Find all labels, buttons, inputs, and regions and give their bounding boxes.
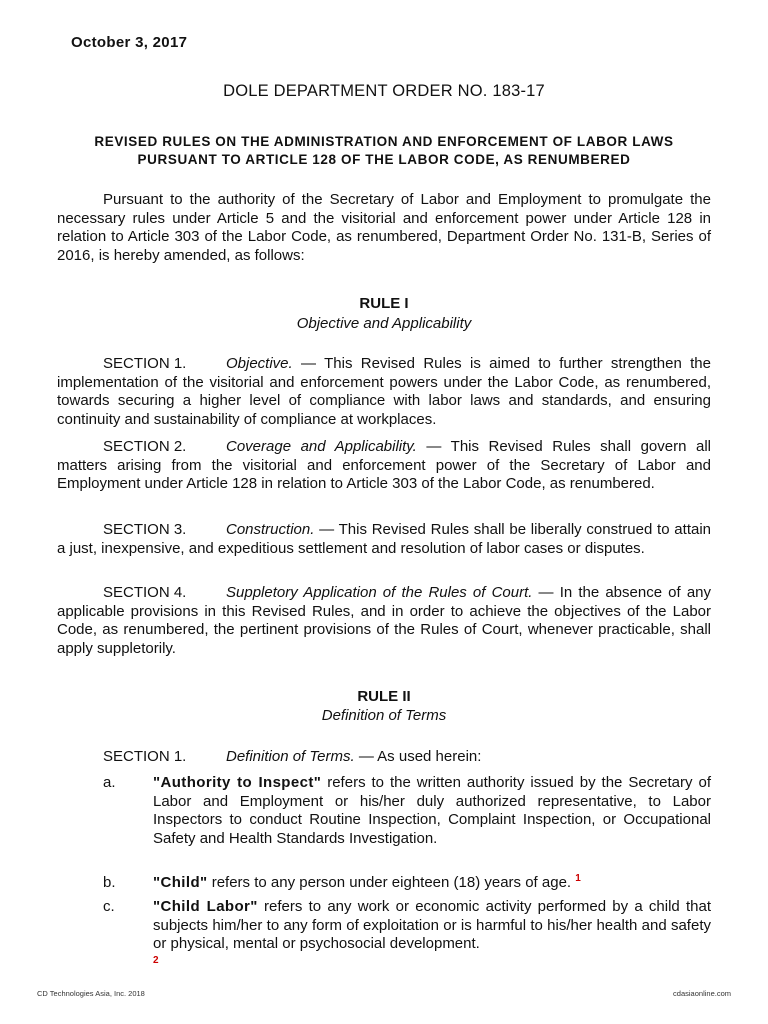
- section-label: SECTION 2.: [103, 438, 187, 455]
- rule-1-name: Objective and Applicability: [296, 315, 472, 332]
- footer-publisher: CD Technologies Asia, Inc. 2018: [37, 989, 145, 998]
- section-label: SECTION 1.: [103, 748, 187, 765]
- defined-term: "Child": [153, 874, 208, 891]
- footer-website: cdasiaonline.com: [673, 989, 731, 998]
- section-text: — This Revised Rules shall be liberally construed to attain a just, inexpensive, and expeditious settlement and resolution of labor cases or disputes.: [57, 521, 711, 557]
- section-text: — In the absence of any applicable provisions in this Revised Rules, and in order to achieve the objectives of the Labor Code, as renumbered, the pertinent provisions of the Rules of Court, whenever practicable, shall apply suppletorily.: [57, 584, 711, 657]
- document-date: October 3, 2017: [71, 34, 188, 51]
- definition-text: refers to any person under eighteen (18) years of age.: [207, 874, 572, 891]
- section-title: Objective.: [226, 355, 293, 372]
- section-text: — This Revised Rules is aimed to further strengthen the implementation of the visitorial and enforcement powers under the Labor Code, as renumbered, towards securing a higher level of compliance with labor laws and standards, and ensuring continuity and sustainability of compliance at workplaces.: [57, 355, 711, 428]
- section-label: SECTION 4.: [103, 584, 187, 601]
- rule-1-number: RULE I: [359, 295, 409, 312]
- rule-2-name: Definition of Terms: [321, 707, 447, 724]
- item-letter: c.: [103, 898, 115, 915]
- item-letter: b.: [103, 874, 116, 891]
- order-title: DOLE DEPARTMENT ORDER NO. 183-17: [223, 82, 545, 100]
- rule-2-section-1: [57, 748, 711, 767]
- definition-item-b: [103, 874, 711, 893]
- footnote-marker[interactable]: 2: [153, 954, 159, 966]
- definition-text: refers to any work or economic activity performed by a child that subjects him/her to any form of exploitation or is harmful to his/her health and safety or physical, mental or psychosocial development.: [153, 898, 711, 953]
- preamble-paragraph: [57, 191, 711, 265]
- definition-item-a: [103, 774, 711, 848]
- definition-item-c: [103, 898, 711, 967]
- section-title: Coverage and Applicability.: [226, 438, 417, 455]
- section-text: — As used herein:: [354, 748, 482, 765]
- section-label: SECTION 3.: [103, 521, 187, 538]
- document-subtitle: [40, 133, 728, 169]
- rule-2-number: RULE II: [357, 688, 411, 705]
- subtitle-line-2: PURSUANT TO ARTICLE 128 OF THE LABOR CODE, AS RENUMBERED: [137, 152, 631, 167]
- preamble-text: Pursuant to the authority of the Secretary of Labor and Employment to promulgate the necessary rules under Article 5 and the visitorial and enforcement power under Article 128 in relation to Article 303 of the Labor Code, as renumbered, Department Order No. 131-B, Series of 2016, is hereby amended, as follows:: [57, 191, 711, 264]
- definition-text: refers to the written authority issued by the Secretary of Labor and Employment or his/her duly authorized representative, to Labor Inspectors to conduct Routine Inspection, Complaint Inspection, or Occupational Safety and Health Standards Investigation.: [153, 774, 711, 847]
- rule-1-section-4: [57, 584, 711, 658]
- section-title: Suppletory Application of the Rules of Court.: [226, 584, 533, 601]
- defined-term: "Authority to Inspect": [153, 774, 322, 791]
- section-text: — This Revised Rules shall govern all matters arising from the visitorial and enforcement power of the Secretary of Labor and Employment under Article 128 in relation to Article 303 of the Labor Code, as renumbered.: [57, 438, 711, 493]
- rule-1-section-3: [57, 521, 711, 558]
- footnote-marker[interactable]: 1: [575, 873, 581, 884]
- rule-1-section-2: [57, 438, 711, 494]
- section-label: SECTION 1.: [103, 355, 187, 372]
- rule-1-section-1: [57, 355, 711, 429]
- section-title: Construction.: [226, 521, 315, 538]
- item-letter: a.: [103, 774, 116, 791]
- section-title: Definition of Terms.: [226, 748, 355, 765]
- subtitle-line-1: REVISED RULES ON THE ADMINISTRATION AND ENFORCEMENT OF LABOR LAWS: [94, 134, 674, 149]
- defined-term: "Child Labor": [153, 898, 258, 915]
